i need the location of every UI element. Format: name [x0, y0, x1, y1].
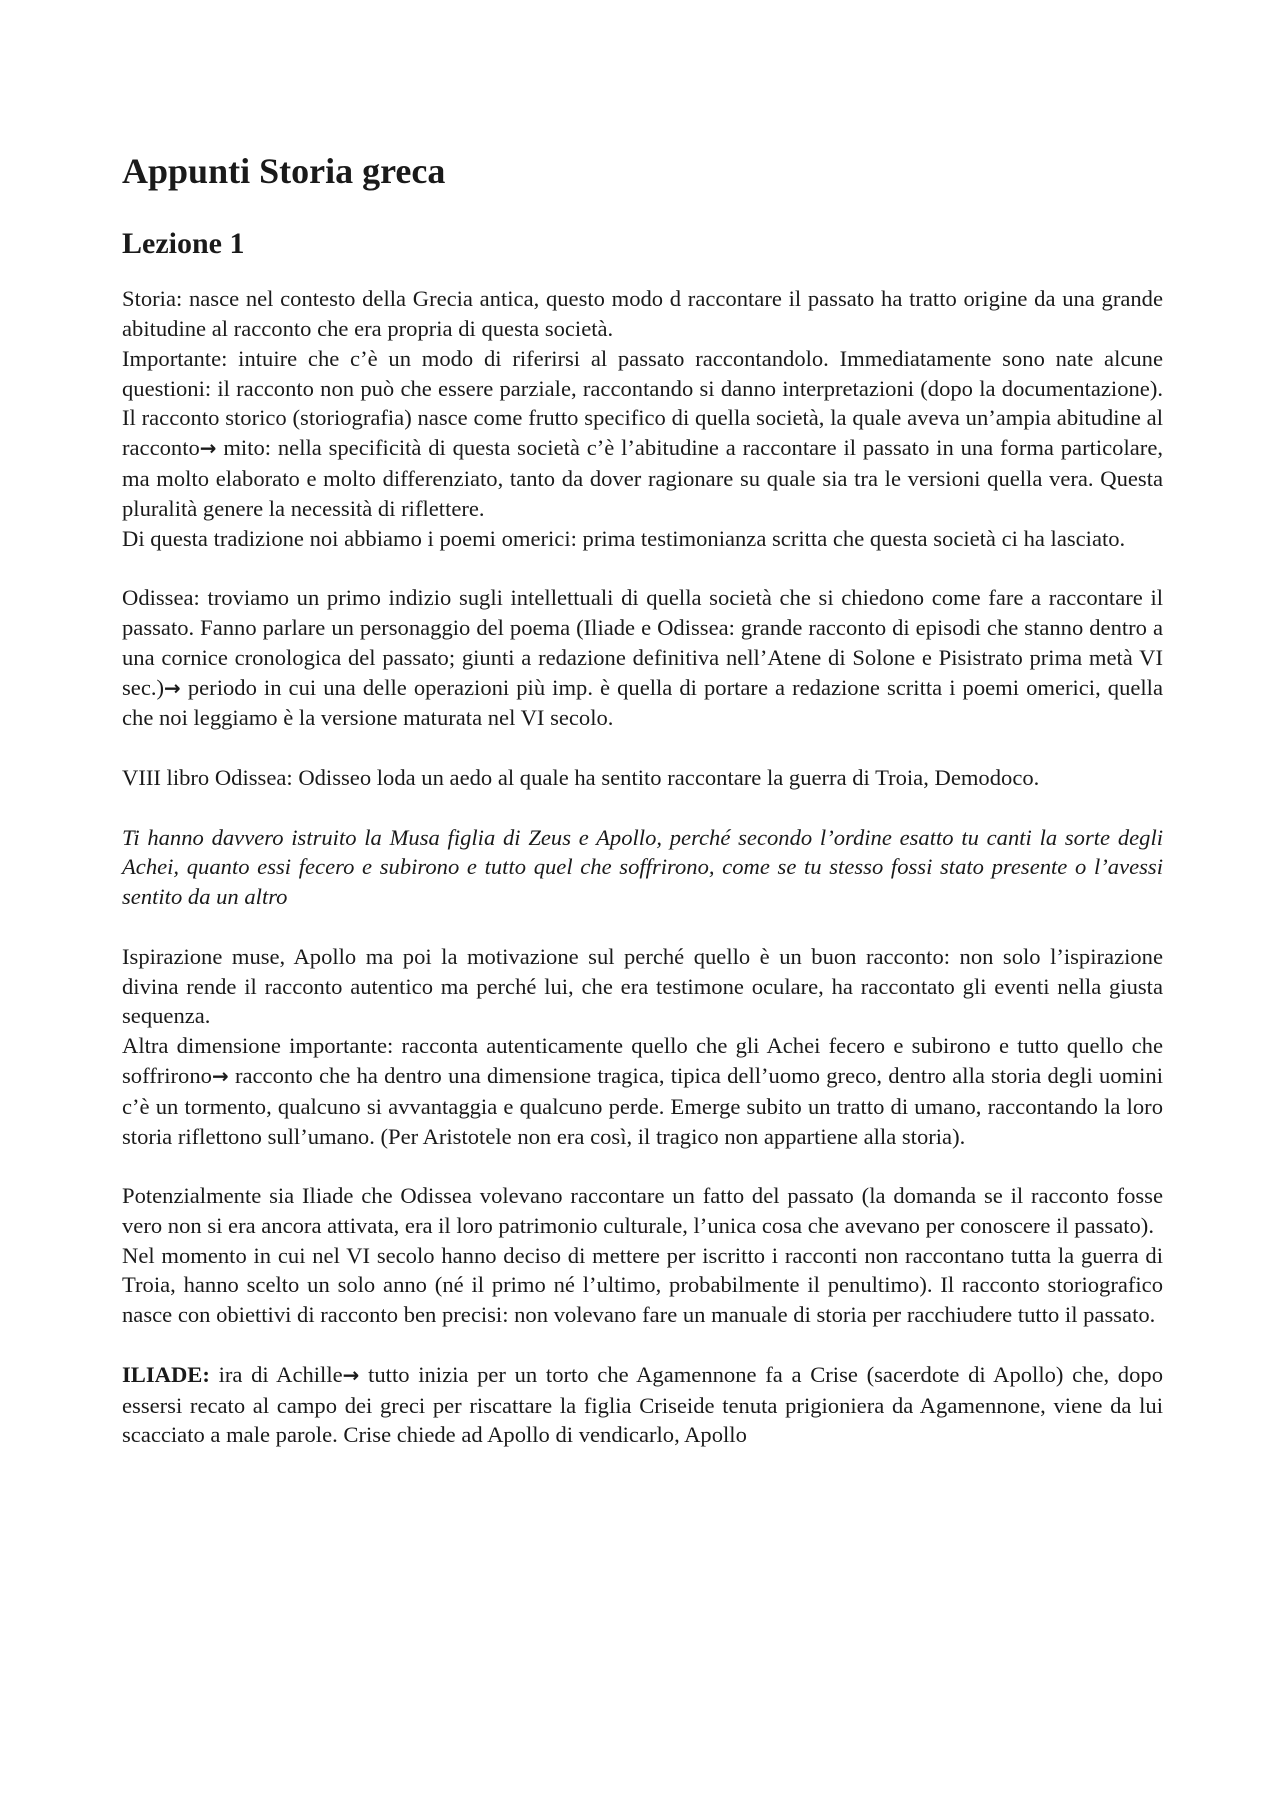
arrow-right-icon: → — [164, 675, 181, 700]
paragraph-iliade: ILIADE: ira di Achille→ tutto inizia per un torto che Agamennone fa a Crise (sacerdote di Apollo) che, dopo essersi recato al campo dei greci per riscattare la figlia Criseide tenuta prigioniera da Agamennone, viene da lui scacciato a male parole. Crise chiede ad Apollo di vendicarlo, Apollo — [122, 1361, 1163, 1448]
document-title: Appunti Storia greca — [122, 151, 446, 191]
arrow-right-icon: → — [211, 1063, 229, 1088]
paragraph-odissea: Odissea: troviamo un primo indizio sugli intellettuali di quella società che si chiedono come fare a raccontare il passato. Fanno parlare un personaggio del poema (Iliade e Odissea: grande racconto di episodi che stanno dentro a una cornice cronologica del passato; giunti a redazione definitiva nell’Atene di Solone e Pisistrato prima metà VI sec.)→ periodo in cui una delle operazioni più imp. è quella di portare a redazione scritta i poemi omerici, quella che noi leggiamo è la versione maturata nel VI secolo. — [122, 585, 1163, 731]
paragraph-potenzialmente: Potenzialmente sia Iliade che Odissea volevano raccontare un fatto del passato (la domanda se il racconto fosse vero non si era ancora attivata, era il loro patrimonio culturale, l’unica cosa che avevano per conoscere il passato). — [122, 1183, 1163, 1238]
quote-odissea: Ti hanno davvero istruito la Musa figlia di Zeus e Apollo, perché secondo l’ordine esatto tu canti la sorte degli Achei, quanto essi fecero e subirono e tutto quel che soffrirono, come se tu stesso fossi stato presente o l’avessi sentito da un altro — [122, 824, 1163, 910]
paragraph-altra-dimensione: Altra dimensione importante: racconta autenticamente quello che gli Achei fecero e subirono e tutto quello che soffrirono→ racconto che ha dentro una dimensione tragica, tipica dell’uomo greco, dentro alla storia degli uomini c’è un tormento, qualcuno si avvantaggia e qualcuno perde. Emerge subito un tratto di umano, raccontando la loro storia riflettono sull’umano. (Per Aristotele non era così, il tragico non appartiene alla storia). — [122, 1033, 1163, 1149]
paragraph-ispirazione: Ispirazione muse, Apollo ma poi la motivazione sul perché quello è un buon racconto: non solo l’ispirazione divina rende il racconto autentico ma perché lui, che era testimone oculare, ha raccontato gli eventi nella giusta sequenza. — [122, 943, 1163, 1029]
arrow-right-icon: → — [342, 1362, 360, 1387]
arrow-right-icon: → — [199, 436, 217, 461]
paragraph-tradizione: Di questa tradizione noi abbiamo i poemi omerici: prima testimonianza scritta che questa società ci ha lasciato. — [122, 525, 1126, 551]
paragraph-storia: Storia: nasce nel contesto della Grecia antica, questo modo d raccontare il passato ha tratto origine da una grande abitudine al racconto che era propria di questa società. — [122, 286, 1163, 341]
paragraph-vi-secolo: Nel momento in cui nel VI secolo hanno deciso di mettere per iscritto i racconti non raccontano tutta la guerra di Troia, hanno scelto un solo anno (né il primo né l’ultimo, probabilmente il penultimo). Il racconto storiografico nasce con obiettivi di racconto ben precisi: non volevano fare un manuale di storia per racchiudere tutto il passato. — [122, 1242, 1163, 1328]
paragraph-viii-libro: VIII libro Odissea: Odisseo loda un aedo al quale ha sentito raccontare la guerra di Troia, Demodoco. — [122, 764, 1040, 790]
document-body — [122, 150, 1163, 1450]
iliade-label: ILIADE: — [122, 1361, 210, 1387]
paragraph-importante: Importante: intuire che c’è un modo di riferirsi al passato raccontandolo. Immediatamente sono nate alcune questioni: il racconto non può che essere parziale, raccontando si danno interpretazioni (dopo la documentazione). Il racconto storico (storiografia) nasce come frutto specifico di quella società, la quale aveva un’ampia abitudine al racconto→ mito: nella specificità di questa società c’è l’abitudine a raccontare il passato in una forma particolare, ma molto elaborato e molto differenziato, tanto da dover ragionare su quale sia tra le versioni quella vera. Questa pluralità genere la necessità di riflettere. — [122, 345, 1163, 521]
section-title: Lezione 1 — [122, 227, 245, 261]
